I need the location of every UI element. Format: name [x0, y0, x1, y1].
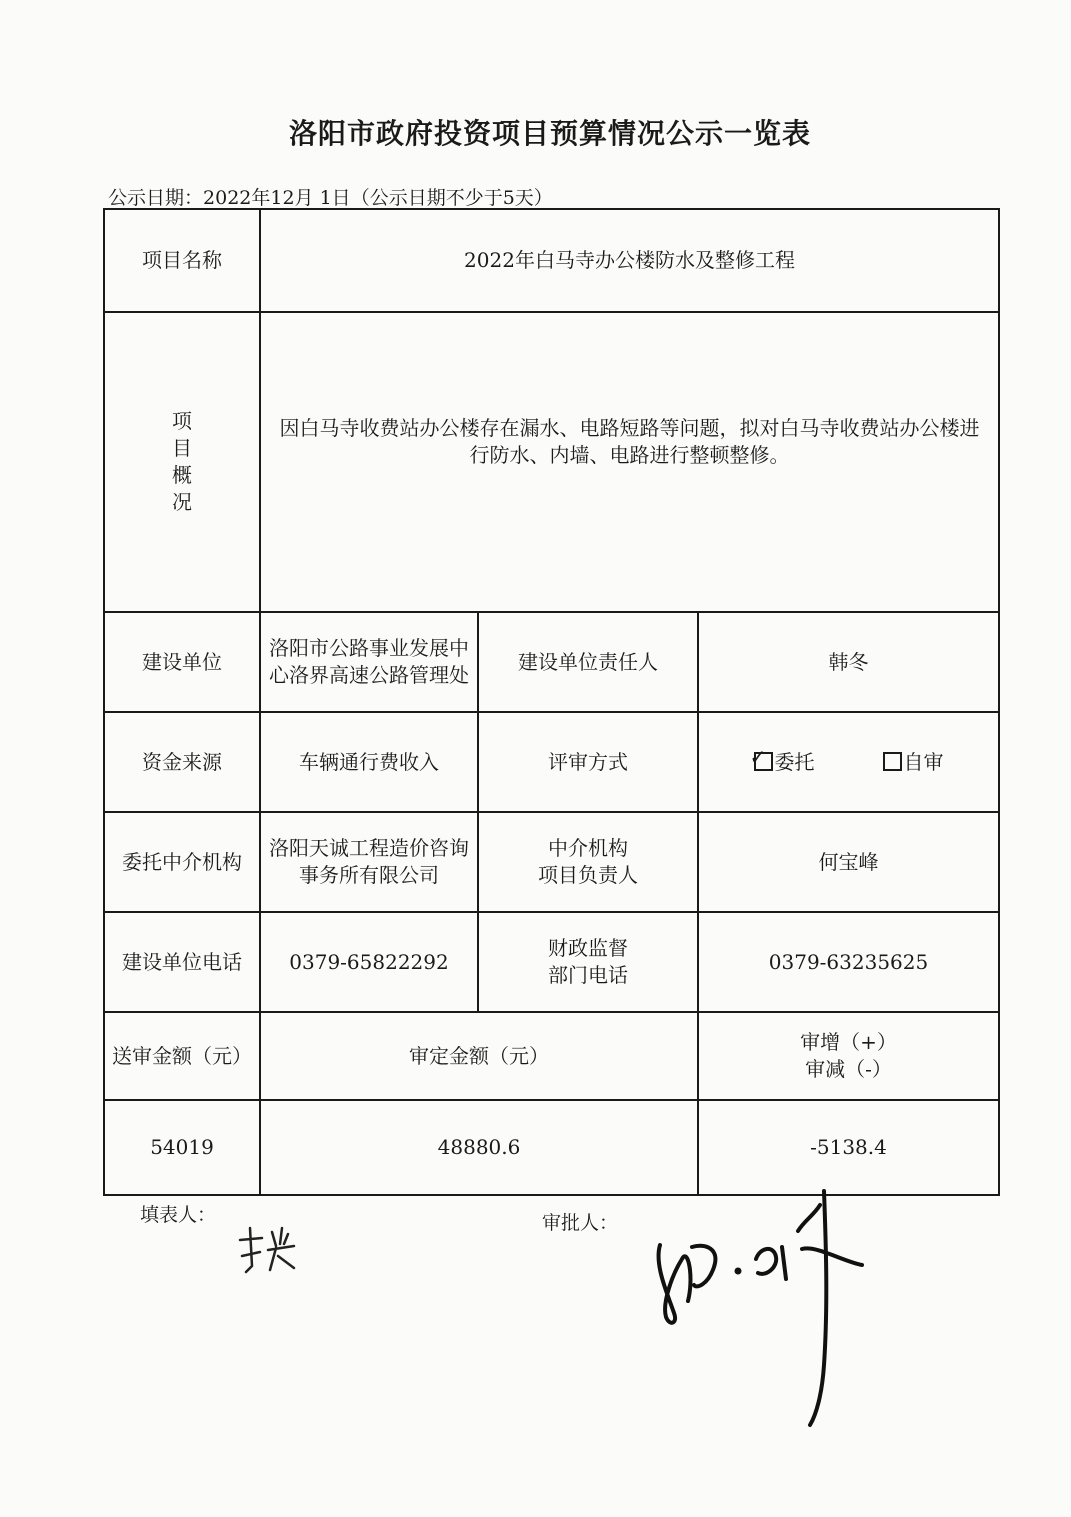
approver-signature [648, 1185, 878, 1435]
date-value: 2022年12月 1日 [203, 187, 351, 209]
review-option-self [883, 749, 944, 776]
approved-label: 审定金额（元） [260, 1012, 698, 1100]
submitted-label: 送审金额（元） [104, 1012, 260, 1100]
publish-date [108, 183, 553, 210]
review-option-self-label: 自审 [903, 749, 944, 774]
agency-person-label-line2: 项目负责人 [538, 863, 638, 887]
date-note: （公示日期不少于5天） [350, 187, 553, 209]
agency-person-value: 何宝峰 [698, 812, 999, 912]
project-name-value: 2022年白马寺办公楼防水及整修工程 [260, 209, 999, 312]
diff-value: -5138.4 [698, 1100, 999, 1195]
review-label: 评审方式 [478, 712, 698, 812]
builder-value: 洛阳市公路事业发展中心洛界高速公路管理处 [260, 612, 478, 712]
date-label: 公示日期： [108, 187, 204, 209]
agency-label: 委托中介机构 [104, 812, 260, 912]
diff-label-decrease: 审减（-） [805, 1057, 892, 1081]
overview-label-text: 项目概况 [172, 409, 192, 514]
fund-label: 资金来源 [104, 712, 260, 812]
finance-phone-label-line2: 部门电话 [548, 963, 628, 987]
diff-label [698, 1012, 999, 1100]
fund-value: 车辆通行费收入 [260, 712, 478, 812]
overview-label [104, 312, 260, 612]
review-option-entrust-label: 委托 [774, 749, 815, 774]
builder-label: 建设单位 [104, 612, 260, 712]
review-option-entrust [754, 749, 815, 776]
project-name-label: 项目名称 [104, 209, 260, 312]
review-options [698, 712, 999, 812]
approver-label: 审批人： [542, 1212, 619, 1234]
empty-box-icon [883, 752, 902, 771]
builder-person-label: 建设单位责任人 [478, 612, 698, 712]
approved-value: 48880.6 [260, 1100, 698, 1195]
diff-label-increase: 审增（+） [800, 1030, 897, 1054]
agency-value: 洛阳天诚工程造价咨询事务所有限公司 [260, 812, 478, 912]
agency-person-label-line1: 中介机构 [548, 836, 628, 860]
overview-value: 因白马寺收费站办公楼存在漏水、电路短路等问题，拟对白马寺收费站办公楼进行防水、内墙、电路进行整顿整修。 [260, 312, 999, 612]
finance-phone-label [478, 912, 698, 1012]
filler-signature [232, 1222, 302, 1278]
finance-phone-value: 0379-63235625 [698, 912, 999, 1012]
agency-person-label [478, 812, 698, 912]
finance-phone-label-line1: 财政监督 [548, 936, 628, 960]
builder-phone-label: 建设单位电话 [104, 912, 260, 1012]
budget-table [103, 208, 1000, 1196]
filler-label: 填表人： [140, 1204, 217, 1226]
checked-box-icon [754, 752, 773, 771]
builder-person-value: 韩冬 [698, 612, 999, 712]
submitted-value: 54019 [104, 1100, 260, 1195]
page-title: 洛阳市政府投资项目预算情况公示一览表 [288, 117, 811, 150]
builder-phone-value: 0379-65822292 [260, 912, 478, 1012]
